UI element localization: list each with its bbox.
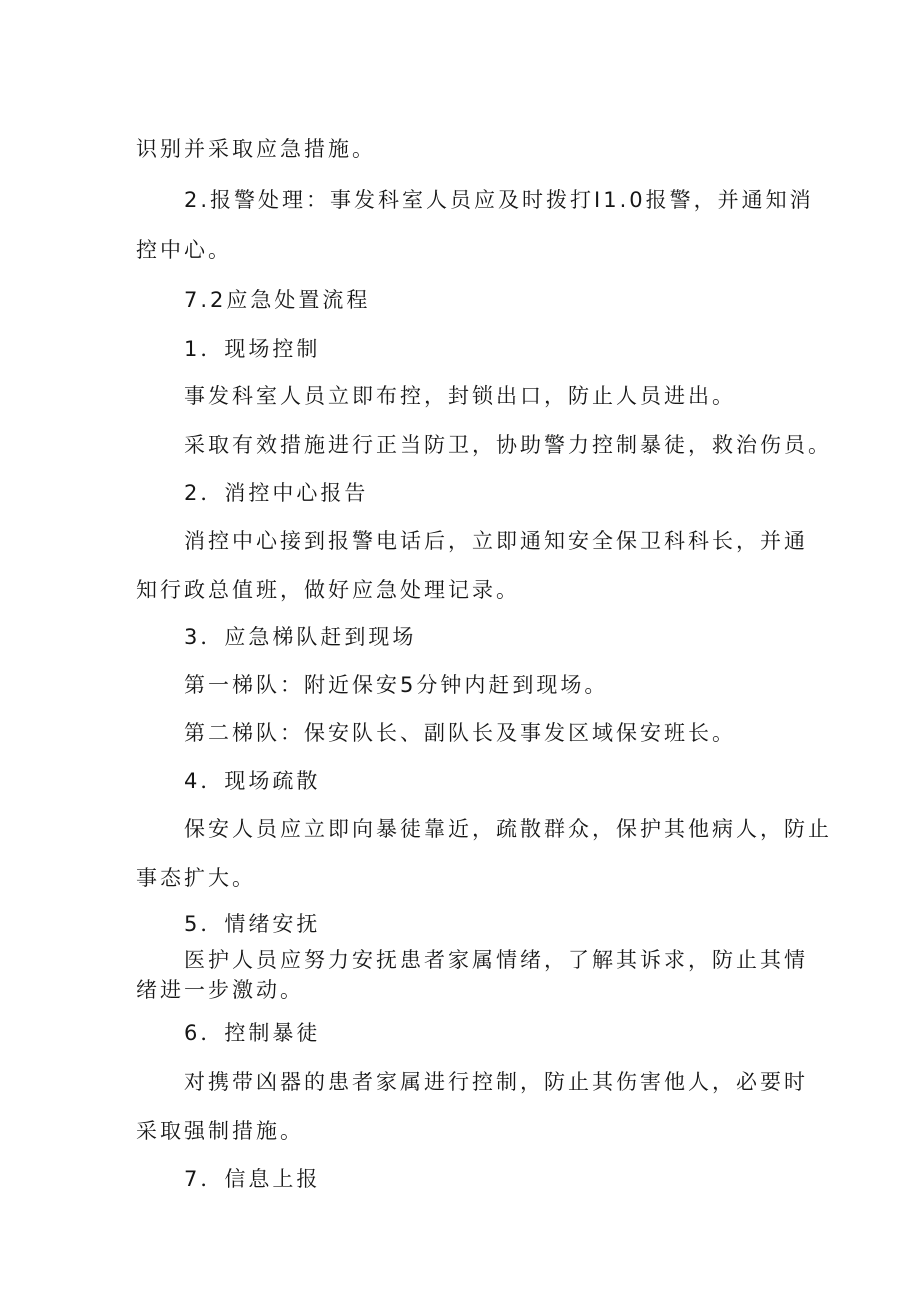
paragraph-line: 事态扩大。 bbox=[136, 866, 256, 890]
paragraph-line: 采取强制措施。 bbox=[136, 1119, 304, 1143]
paragraph-line: 采取有效措施进行正当防卫，协助警力控制暴徒，救治伤员。 bbox=[184, 433, 832, 457]
paragraph-line: 知行政总值班，做好应急处理记录。 bbox=[136, 578, 520, 602]
subsection-heading: 7．信息上报 bbox=[184, 1167, 321, 1191]
subsection-heading: 5．情绪安抚 bbox=[184, 912, 321, 936]
subsection-heading: 4．现场疏散 bbox=[184, 769, 321, 793]
paragraph-line: 事发科室人员立即布控，封锁出口，防止人员进出。 bbox=[184, 384, 736, 408]
paragraph-line: 对携带凶器的患者家属进行控制，防止其伤害他人，必要时 bbox=[184, 1070, 808, 1094]
paragraph-line: 第二梯队：保安队长、副队长及事发区域保安班长。 bbox=[184, 721, 736, 745]
subsection-heading: 3．应急梯队赶到现场 bbox=[184, 625, 417, 649]
section-heading: 7.2应急处置流程 bbox=[184, 288, 371, 312]
paragraph-line: 识别并采取应急措施。 bbox=[136, 137, 376, 161]
subsection-heading: 2．消控中心报告 bbox=[184, 481, 369, 505]
paragraph-line: 医护人员应努力安抚患者家属情绪，了解其诉求，防止其情 bbox=[184, 948, 808, 972]
paragraph-line: 2.报警处理：事发科室人员应及时拨打I1.0报警，并通知消 bbox=[184, 188, 814, 212]
paragraph-line: 控中心。 bbox=[136, 238, 232, 262]
paragraph-line: 绪进一步激动。 bbox=[136, 978, 304, 1002]
subsection-heading: 1．现场控制 bbox=[184, 337, 321, 361]
subsection-heading: 6．控制暴徒 bbox=[184, 1021, 321, 1045]
paragraph-line: 消控中心接到报警电话后，立即通知安全保卫科科长，并通 bbox=[184, 529, 808, 553]
paragraph-line: 第一梯队：附近保安5分钟内赶到现场。 bbox=[184, 673, 609, 697]
paragraph-line: 保安人员应立即向暴徒靠近，疏散群众，保护其他病人，防止 bbox=[184, 817, 832, 841]
